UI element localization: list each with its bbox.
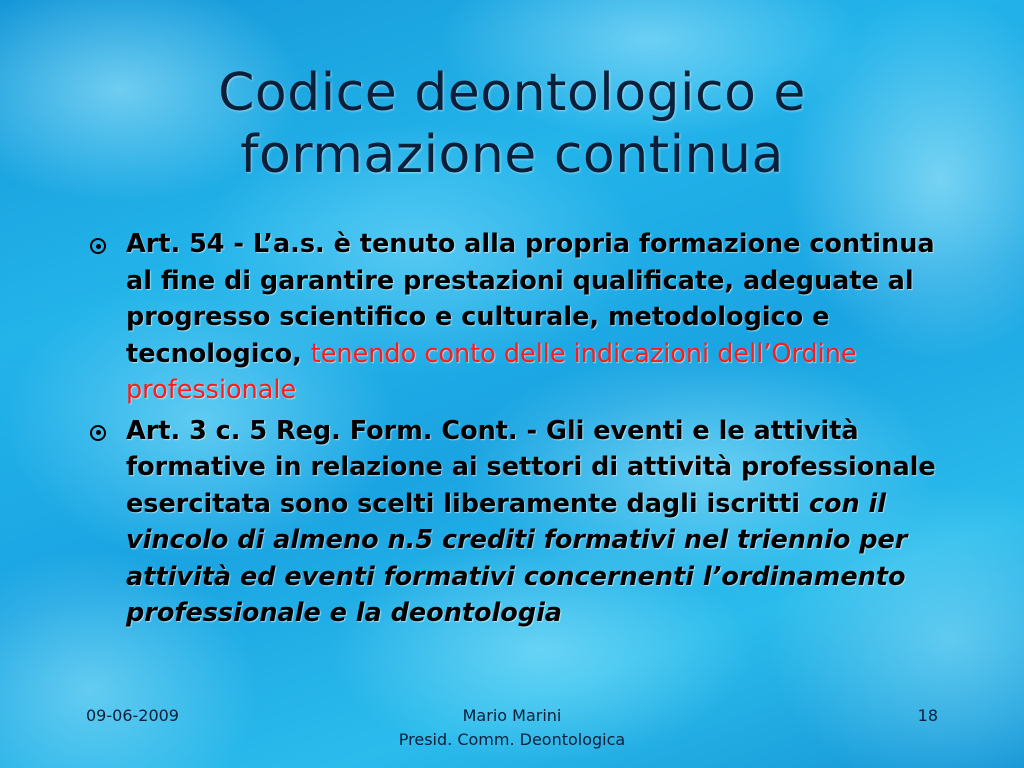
highlighted-text: tenendo conto delle indicazioni dell’Ordine professionale: [126, 338, 857, 405]
footer-author-role: Presid. Comm. Deontologica: [398, 730, 626, 749]
bullet-item-art-3: [88, 413, 948, 632]
bullet-text: Art. 54 - L’a.s. è tenuto alla propria formazione continua al fine di garantire prestazioni qualificate, adeguate al progresso scientifico e culturale, metodologico e tecnologico,: [126, 229, 935, 369]
circle-bullet-icon: [90, 238, 106, 254]
footer-date: 09-06-2009: [86, 706, 179, 725]
slide-number: 18: [917, 706, 938, 725]
bullet-item-art-54: [88, 226, 948, 409]
slide-content: [88, 226, 948, 636]
italic-text: con il vincolo di almeno n.5 crediti formativi nel triennio per attività ed eventi formativi concernenti l’ordinamento professionale e la deontologia: [126, 488, 908, 628]
footer-author: [312, 704, 712, 752]
circle-bullet-icon: [90, 425, 106, 441]
slide-title: [0, 62, 1024, 186]
slide-title-line-1: Codice deontologico e: [218, 63, 806, 123]
footer-author-name: Mario Marini: [462, 706, 562, 725]
bullet-text: Art. 3 c. 5 Reg. Form. Cont. - Gli eventi e le attività formative in relazione ai settori di attività professionale esercitata sono scelti liberamente dagli iscritti: [126, 415, 936, 519]
slide-title-line-2: formazione continua: [240, 125, 784, 185]
